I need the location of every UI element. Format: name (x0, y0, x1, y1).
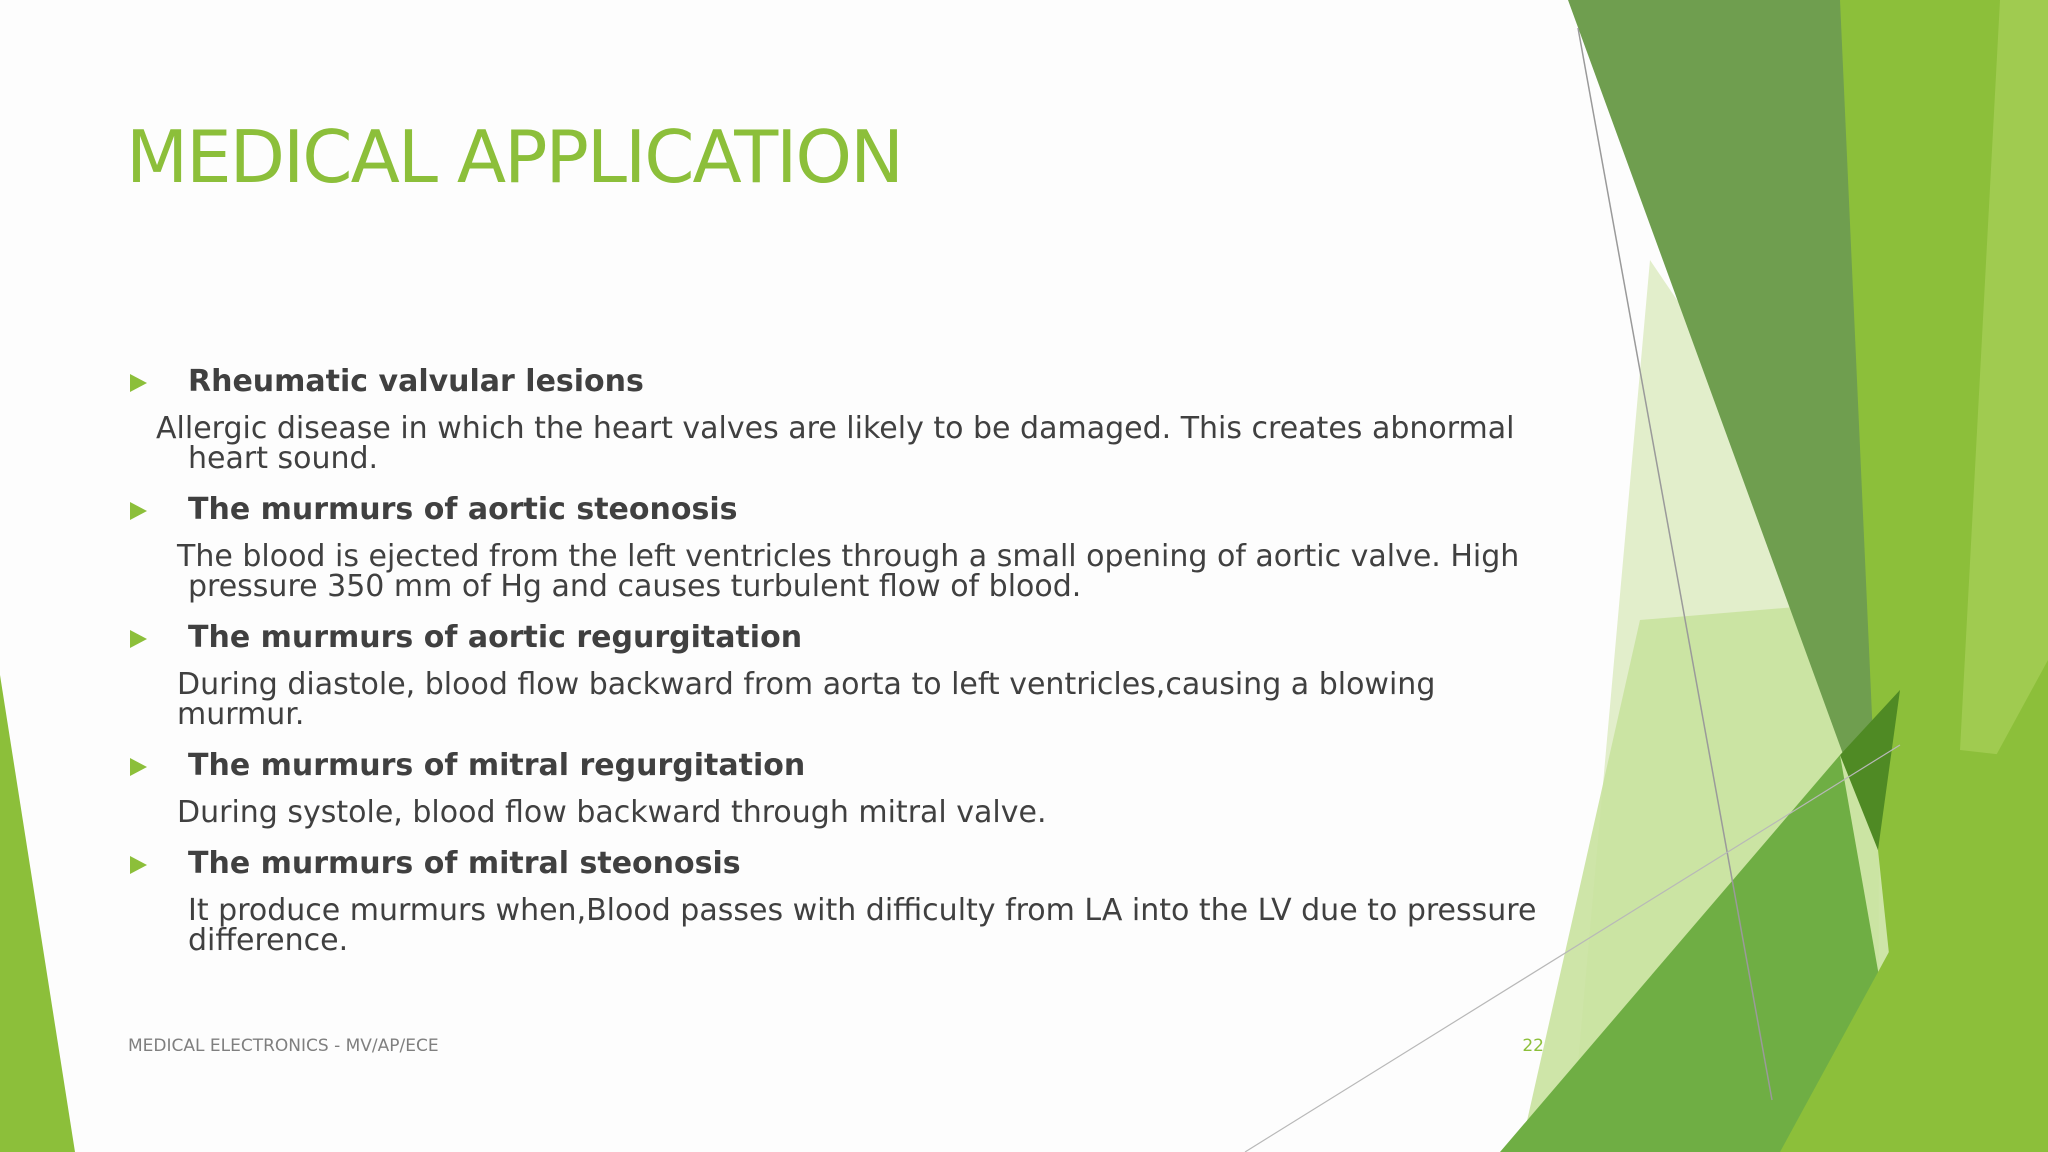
item-heading: The murmurs of mitral regurgitation (188, 748, 806, 783)
slide-title: MEDICAL APPLICATION (126, 115, 902, 199)
item-description: Allergic disease in which the heart valves are likely to be damaged. This creates abnormal heart sound. (156, 411, 1515, 476)
item-description: During diastole, blood flow backward from aorta to left ventricles,causing a blowing murmur. (177, 667, 1436, 732)
left-edge-facet (0, 675, 75, 1152)
item-heading-row (126, 362, 1566, 414)
item-heading: The murmurs of aortic steonosis (188, 492, 738, 527)
bullet-list (126, 362, 1566, 972)
item-heading-row (126, 746, 1566, 798)
item-heading-row (126, 490, 1566, 542)
item-description: The blood is ejected from the left ventricles through a small opening of aortic valve. High pressure 350 mm of Hg and causes turbulent flow of blood. (177, 539, 1520, 604)
item-heading: Rheumatic valvular lesions (188, 364, 644, 399)
list-item (126, 490, 1566, 602)
item-heading-row (126, 618, 1566, 670)
list-item (126, 618, 1566, 730)
item-heading: The murmurs of mitral steonosis (188, 846, 741, 881)
list-item (126, 746, 1566, 828)
triangle-bullet-icon (130, 856, 147, 874)
footer-text: MEDICAL ELECTRONICS - MV/AP/ECE (128, 1036, 439, 1056)
list-item (126, 844, 1566, 956)
item-description: It produce murmurs when,Blood passes with difficulty from LA into the LV due to pressure difference. (188, 893, 1537, 958)
triangle-bullet-icon (130, 374, 147, 392)
item-description: During systole, blood flow backward through mitral valve. (177, 795, 1047, 830)
triangle-bullet-icon (130, 630, 147, 648)
item-heading-row (126, 844, 1566, 896)
page-number: 22 (1522, 1036, 1544, 1056)
list-item (126, 362, 1566, 474)
item-heading: The murmurs of aortic regurgitation (188, 620, 803, 655)
triangle-bullet-icon (130, 758, 147, 776)
triangle-bullet-icon (130, 502, 147, 520)
